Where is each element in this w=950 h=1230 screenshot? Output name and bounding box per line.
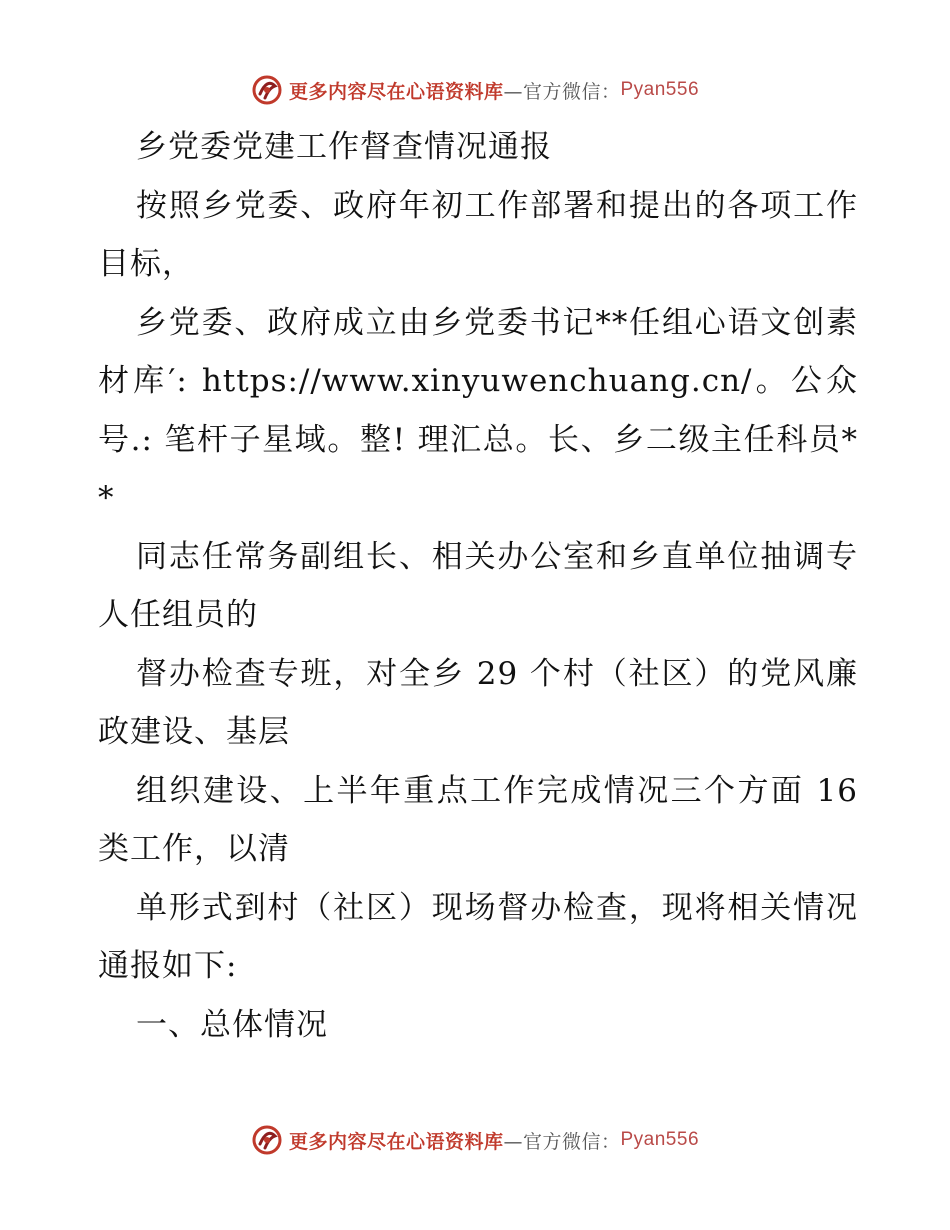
header-banner bbox=[0, 70, 950, 110]
swirl-logo-icon bbox=[251, 74, 283, 106]
header-wechat-label: —官方微信： bbox=[503, 80, 621, 103]
footer-wechat-label: —官方微信： bbox=[503, 1130, 621, 1153]
header-slogan: 更多内容尽在心语资料库 bbox=[288, 80, 504, 103]
paragraph: 组织建设、上半年重点工作完成情况三个方面 16 类工作，以清 bbox=[98, 772, 858, 867]
paragraph: 按照乡党委、政府年初工作部署和提出的各项工作目标， bbox=[98, 187, 858, 282]
footer-wechat-id: Pyan556 bbox=[620, 1129, 700, 1150]
swirl-logo-icon bbox=[251, 1124, 283, 1156]
footer-banner bbox=[0, 1120, 950, 1160]
header-wechat-id: Pyan556 bbox=[620, 79, 700, 100]
paragraph: 单形式到村（社区）现场督办检查，现将相关情况通报如下: bbox=[98, 889, 858, 984]
paragraph: 乡党委、政府成立由乡党委书记**任组心语文创素材库′: https://www.xinyuwenchuang.cn/。公众号.: 笔杆子星域。整! 理汇总。长、乡二级主任科员** bbox=[98, 304, 858, 516]
paragraph: 督办检查专班，对全乡 29 个村（社区）的党风廉政建设、基层 bbox=[98, 655, 858, 750]
document-body bbox=[98, 118, 858, 1054]
paragraph: 同志任常务副组长、相关办公室和乡直单位抽调专人任组员的 bbox=[98, 538, 858, 633]
footer-slogan: 更多内容尽在心语资料库 bbox=[288, 1130, 504, 1153]
section-heading: 一、总体情况 bbox=[136, 1006, 328, 1043]
document-title: 乡党委党建工作督查情况通报 bbox=[136, 129, 552, 165]
